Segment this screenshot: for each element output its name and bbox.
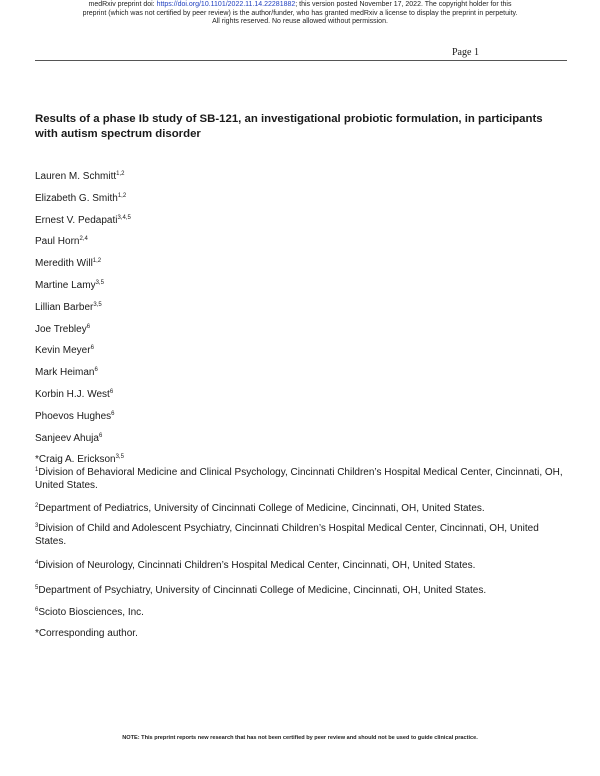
author xyxy=(35,388,131,410)
author-affiliation-sup: 6 xyxy=(94,367,98,374)
preprint-footer-note: NOTE: This preprint reports new research that has not been certified by peer review and should not be used to guide clinical practice. xyxy=(122,735,478,741)
banner-line-1 xyxy=(0,1,600,10)
author xyxy=(35,432,131,454)
author-name: Lillian Barber xyxy=(35,301,94,313)
author xyxy=(35,170,131,192)
affiliation-text: Department of Pediatrics, University of Cincinnati College of Medicine, Cincinnati, OH, United States. xyxy=(38,503,485,514)
author-affiliation-sup: 1,2 xyxy=(116,171,125,177)
paper-title: Results of a phase Ib study of SB-121, an investigational probiotic formulation, in participants with autism spectrum disorder xyxy=(35,113,543,140)
author xyxy=(35,301,131,323)
affiliation-sup: 2 xyxy=(35,503,39,509)
affiliation-text: Division of Child and Adolescent Psychiatry, Cincinnati Children’s Hospital Medical Center, Cincinnati, OH, United States. xyxy=(35,523,539,547)
affiliation-text: Division of Behavioral Medicine and Clinical Psychology, Cincinnati Children’s Hospital Medical Center, Cincinnati, OH, United States. xyxy=(35,467,563,491)
author-name: Martine Lamy xyxy=(35,279,96,291)
author xyxy=(35,192,131,214)
affiliation-sup: 1 xyxy=(35,467,39,473)
author-affiliation-sup: 1,2 xyxy=(117,192,127,199)
affiliation-text: Division of Neurology, Cincinnati Children’s Hospital Medical Center, Cincinnati, OH, United States. xyxy=(38,560,476,571)
author xyxy=(35,279,131,301)
author-name: Kevin Meyer xyxy=(35,345,91,357)
affiliation-text: *Corresponding author. xyxy=(35,628,138,639)
author-affiliation-sup: 6 xyxy=(90,345,94,352)
author-affiliation-sup: 3,5 xyxy=(93,301,102,308)
affiliation-sup: 3 xyxy=(35,523,39,529)
author-name: Lauren M. Schmitt xyxy=(35,171,117,182)
author xyxy=(35,366,131,388)
author-affiliation-sup: 3,4,5 xyxy=(117,214,131,221)
author-name: Mark Heiman xyxy=(35,367,95,379)
author-name: *Craig A. Erickson xyxy=(35,454,116,466)
author-affiliation-sup: 1,2 xyxy=(92,258,102,265)
author-affiliation-sup: 6 xyxy=(109,388,114,395)
author-list xyxy=(35,170,131,475)
author-name: Elizabeth G. Smith xyxy=(35,192,118,204)
affiliation xyxy=(35,522,570,548)
affiliation-sup: 6 xyxy=(35,607,39,613)
affiliation xyxy=(35,502,570,515)
author-affiliation-sup: 3,5 xyxy=(95,279,104,286)
banner-line-2: preprint (which was not certified by peer review) is the author/funder, who has granted medRxiv a license to display the preprint in perpetuity. xyxy=(82,9,518,17)
author xyxy=(35,214,131,236)
author-name: Ernest V. Pedapati xyxy=(35,214,118,226)
banner-line-3: All rights reserved. No reuse allowed without permission. xyxy=(212,18,388,26)
page-number: Page 1 xyxy=(452,47,479,58)
preprint-banner xyxy=(0,1,600,27)
header-rule xyxy=(35,60,567,61)
author-affiliation-sup: 6 xyxy=(86,323,91,330)
banner-doi-prefix: medRxiv preprint doi: xyxy=(88,1,157,8)
author xyxy=(35,344,131,366)
author-affiliation-sup: 2,4 xyxy=(79,236,88,243)
affiliation xyxy=(35,466,570,492)
author-name: Phoevos Hughes xyxy=(35,410,112,422)
author-name: Sanjeev Ahuja xyxy=(35,432,99,444)
author-name: Joe Trebley xyxy=(35,323,87,335)
affiliation-text: Scioto Biosciences, Inc. xyxy=(38,607,144,618)
author-name: Korbin H.J. West xyxy=(35,388,110,400)
author-affiliation-sup: 6 xyxy=(111,410,115,417)
affiliation xyxy=(35,559,570,572)
author xyxy=(35,257,131,279)
banner-line-1-suffix: ; this version posted November 17, 2022. The copyright holder for this xyxy=(295,1,512,8)
author-name: Paul Horn xyxy=(35,236,80,248)
affiliation xyxy=(35,627,570,640)
author xyxy=(35,410,131,432)
author xyxy=(35,323,131,345)
affiliation xyxy=(35,584,570,597)
affiliation-sup: 4 xyxy=(35,560,39,566)
author xyxy=(35,235,131,257)
affiliation-sup: 5 xyxy=(35,585,39,591)
author-affiliation-sup: 6 xyxy=(98,432,103,439)
affiliation-text: Department of Psychiatry, University of Cincinnati College of Medicine, Cincinnati, OH, United States. xyxy=(38,585,487,596)
doi-link[interactable]: https://doi.org/10.1101/2022.11.14.22281882 xyxy=(156,1,296,8)
affiliation xyxy=(35,606,570,619)
author-name: Meredith Will xyxy=(35,258,93,270)
author-affiliation-sup: 3,5 xyxy=(115,454,124,461)
